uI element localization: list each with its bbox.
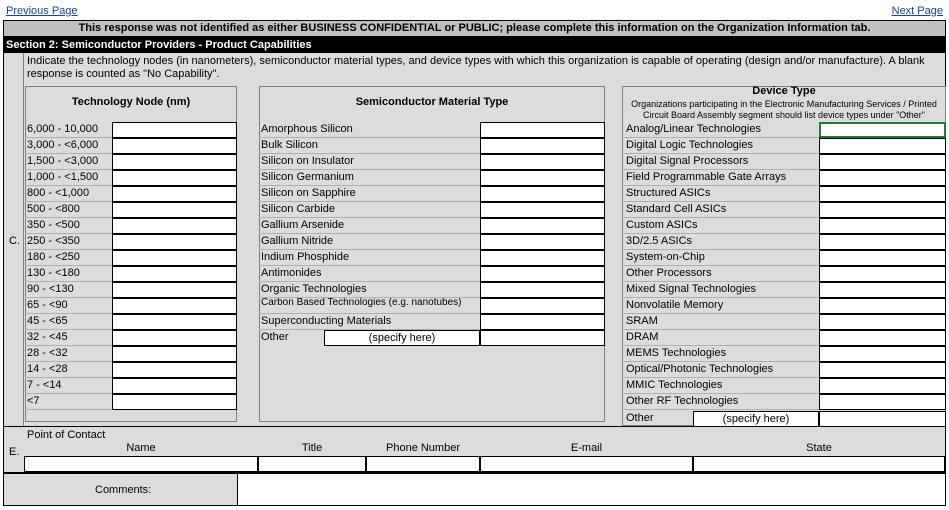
contact-state-input[interactable]	[693, 456, 945, 472]
material-type-input[interactable]	[480, 314, 605, 330]
technology-node-row	[25, 314, 237, 330]
previous-page-link[interactable]: Previous Page	[6, 5, 78, 17]
device-type-label: Field Programmable Gate Arrays	[624, 170, 819, 186]
device-type-input[interactable]	[819, 138, 946, 154]
technology-node-row	[25, 282, 237, 298]
material-type-label: Superconducting Materials	[259, 314, 480, 330]
device-type-label: Mixed Signal Technologies	[624, 282, 819, 298]
device-type-label: Optical/Photonic Technologies	[624, 362, 819, 378]
technology-node-label: 6,000 - 10,000	[25, 122, 112, 138]
technology-node-input[interactable]	[112, 298, 237, 314]
material-type-row	[259, 250, 605, 266]
technology-node-label: 14 - <28	[25, 362, 112, 378]
technology-node-row	[25, 378, 237, 394]
material-type-row	[259, 186, 605, 202]
technology-node-label: <7	[25, 394, 112, 410]
material-other-row	[259, 330, 605, 346]
device-type-input[interactable]	[819, 282, 946, 298]
device-type-row	[624, 170, 946, 186]
device-type-input[interactable]	[819, 298, 946, 314]
material-type-label: Antimonides	[259, 266, 480, 282]
device-other-input[interactable]	[819, 411, 946, 427]
comments-label: Comments:	[95, 484, 152, 496]
device-type-input[interactable]	[819, 170, 946, 186]
device-type-label: DRAM	[624, 330, 819, 346]
material-type-label: Silicon on Insulator	[259, 154, 480, 170]
material-type-input[interactable]	[480, 186, 605, 202]
device-type-label: Other RF Technologies	[624, 394, 819, 410]
technology-node-row	[25, 330, 237, 346]
device-type-input[interactable]	[819, 394, 946, 410]
material-type-row	[259, 314, 605, 330]
instructions-text: Indicate the technology nodes (in nanometers), semiconductor material types, and device types with which this organization is capable of operating (design and/or manufacture). A blank response is counted as "No Capability".	[27, 55, 925, 80]
technology-node-row	[25, 250, 237, 266]
material-type-row	[259, 282, 605, 298]
device-type-input[interactable]	[819, 122, 946, 138]
device-type-input[interactable]	[819, 186, 946, 202]
device-type-label: MEMS Technologies	[624, 346, 819, 362]
device-type-label: System-on-Chip	[624, 250, 819, 266]
technology-node-row	[25, 266, 237, 282]
technology-node-input[interactable]	[112, 138, 237, 154]
material-type-input[interactable]	[480, 298, 605, 314]
device-type-label: Standard Cell ASICs	[624, 202, 819, 218]
technology-node-input[interactable]	[112, 186, 237, 202]
material-other-specify-input[interactable]: (specify here)	[324, 330, 480, 346]
device-type-input[interactable]	[819, 218, 946, 234]
device-type-label: MMIC Technologies	[624, 378, 819, 394]
device-type-input[interactable]	[819, 346, 946, 362]
device-type-input[interactable]	[819, 330, 946, 346]
technology-node-input[interactable]	[112, 378, 237, 394]
technology-node-input[interactable]	[112, 346, 237, 362]
technology-node-input[interactable]	[112, 282, 237, 298]
device-type-row	[624, 186, 946, 202]
material-other-label: Other	[261, 331, 289, 343]
technology-node-label: 7 - <14	[25, 378, 112, 394]
material-type-label: Bulk Silicon	[259, 138, 480, 154]
technology-node-input[interactable]	[112, 362, 237, 378]
material-type-heading: Semiconductor Material Type	[355, 96, 509, 108]
device-type-label: Digital Logic Technologies	[624, 138, 819, 154]
technology-node-label: 350 - <500	[25, 218, 112, 234]
technology-node-row	[25, 170, 237, 186]
technology-node-label: 90 - <130	[25, 282, 112, 298]
technology-node-label: 800 - <1,000	[25, 186, 112, 202]
technology-node-label: 1,500 - <3,000	[25, 154, 112, 170]
contact-column-header: E-mail	[570, 442, 603, 454]
technology-node-label: 65 - <90	[25, 298, 112, 314]
device-type-row	[624, 282, 946, 298]
device-type-row	[624, 362, 946, 378]
material-other-input[interactable]	[480, 330, 605, 346]
device-type-row	[624, 394, 946, 410]
material-type-label: Amorphous Silicon	[259, 122, 480, 138]
device-other-row	[624, 411, 946, 427]
technology-node-input[interactable]	[112, 314, 237, 330]
device-type-input[interactable]	[819, 202, 946, 218]
device-type-row	[624, 330, 946, 346]
technology-node-row	[25, 346, 237, 362]
technology-node-label: 250 - <350	[25, 234, 112, 250]
device-type-input[interactable]	[819, 234, 946, 250]
device-type-row	[624, 378, 946, 394]
material-type-row	[259, 202, 605, 218]
contact-column-header: Title	[301, 442, 323, 454]
technology-node-input[interactable]	[112, 266, 237, 282]
contact-e-mail-input[interactable]	[480, 456, 693, 472]
material-type-label: Carbon Based Technologies (e.g. nanotubes)	[259, 298, 480, 314]
technology-node-input[interactable]	[112, 122, 237, 138]
technology-node-label: 500 - <800	[25, 202, 112, 218]
material-type-input[interactable]	[480, 282, 605, 298]
contact-column-header: Name	[126, 442, 156, 454]
technology-node-input[interactable]	[112, 250, 237, 266]
technology-node-input[interactable]	[112, 218, 237, 234]
technology-node-row	[25, 394, 237, 410]
material-type-label: Organic Technologies	[259, 282, 480, 298]
technology-node-input[interactable]	[112, 154, 237, 170]
device-other-label: Other	[626, 412, 654, 424]
device-type-label: Nonvolatile Memory	[624, 298, 819, 314]
device-type-label: Other Processors	[624, 266, 819, 282]
technology-node-label: 45 - <65	[25, 314, 112, 330]
device-type-heading: Device Type	[752, 85, 816, 97]
device-type-note: Organizations participating in the Electronic Manufacturing Services / Printed Circuit Board Assembly segment should list device types under "Other"	[631, 99, 937, 120]
device-type-input[interactable]	[819, 266, 946, 282]
technology-node-label: 130 - <180	[25, 266, 112, 282]
material-type-input[interactable]	[480, 138, 605, 154]
technology-node-row	[25, 138, 237, 154]
material-type-row	[259, 218, 605, 234]
material-type-input[interactable]	[480, 202, 605, 218]
material-type-input[interactable]	[480, 154, 605, 170]
device-type-row	[624, 346, 946, 362]
material-type-input[interactable]	[480, 234, 605, 250]
material-type-row	[259, 298, 605, 314]
technology-node-input[interactable]	[112, 170, 237, 186]
device-type-row	[624, 314, 946, 330]
material-type-label: Gallium Nitride	[259, 234, 480, 250]
device-type-input[interactable]	[819, 378, 946, 394]
device-type-row	[624, 218, 946, 234]
contact-name-input[interactable]	[24, 456, 258, 472]
point-of-contact-title: Point of Contact	[27, 429, 106, 441]
comments-input[interactable]	[237, 474, 945, 505]
contact-column-header: Phone Number	[386, 442, 460, 454]
technology-node-label: 1,000 - <1,500	[25, 170, 112, 186]
device-type-label: SRAM	[624, 314, 819, 330]
technology-node-input[interactable]	[112, 330, 237, 346]
material-type-label: Indium Phosphide	[259, 250, 480, 266]
device-type-label: Analog/Linear Technologies	[624, 122, 819, 138]
device-type-input[interactable]	[819, 154, 946, 170]
row-label-e: E.	[9, 446, 20, 458]
technology-node-label: 28 - <32	[25, 346, 112, 362]
device-type-label: 3D/2.5 ASICs	[624, 234, 819, 250]
material-type-row	[259, 234, 605, 250]
technology-node-heading: Technology Node (nm)	[71, 96, 191, 108]
technology-node-row	[25, 186, 237, 202]
technology-node-row	[25, 202, 237, 218]
technology-node-label: 3,000 - <6,000	[25, 138, 112, 154]
device-type-label: Structured ASICs	[624, 186, 819, 202]
technology-node-row	[25, 218, 237, 234]
device-type-row	[624, 298, 946, 314]
material-type-input[interactable]	[480, 170, 605, 186]
device-type-label: Digital Signal Processors	[624, 154, 819, 170]
device-type-row	[624, 122, 946, 138]
material-type-row	[259, 138, 605, 154]
material-type-label: Silicon on Sapphire	[259, 186, 480, 202]
device-other-specify-input[interactable]: (specify here)	[693, 411, 819, 427]
device-type-label: Custom ASICs	[624, 218, 819, 234]
device-type-input[interactable]	[819, 314, 946, 330]
device-type-row	[624, 266, 946, 282]
technology-node-row	[25, 362, 237, 378]
material-type-row	[259, 154, 605, 170]
material-type-input[interactable]	[480, 218, 605, 234]
material-type-label: Silicon Carbide	[259, 202, 480, 218]
confidentiality-notice: This response was not identified as either BUSINESS CONFIDENTIAL or PUBLIC; please complete this information on the Organization Information tab.	[3, 20, 946, 37]
technology-node-row	[25, 122, 237, 138]
material-type-row	[259, 170, 605, 186]
device-type-input[interactable]	[819, 250, 946, 266]
contact-column-header: State	[806, 442, 832, 454]
technology-node-row	[25, 154, 237, 170]
contact-title-input[interactable]	[258, 456, 366, 472]
material-type-row	[259, 266, 605, 282]
device-type-row	[624, 250, 946, 266]
technology-node-label: 32 - <45	[25, 330, 112, 346]
device-type-row	[624, 154, 946, 170]
technology-node-input[interactable]	[112, 234, 237, 250]
technology-node-input[interactable]	[112, 394, 237, 410]
device-type-row	[624, 234, 946, 250]
material-type-input[interactable]	[480, 122, 605, 138]
material-type-label: Silicon Germanium	[259, 170, 480, 186]
device-type-row	[624, 138, 946, 154]
technology-node-label: 180 - <250	[25, 250, 112, 266]
material-type-row	[259, 122, 605, 138]
device-type-input[interactable]	[819, 362, 946, 378]
device-type-row	[624, 202, 946, 218]
technology-node-input[interactable]	[112, 202, 237, 218]
material-type-label: Gallium Arsenide	[259, 218, 480, 234]
material-type-input[interactable]	[480, 266, 605, 282]
material-type-input[interactable]	[480, 250, 605, 266]
section-title: Section 2: Semiconductor Providers - Product Capabilities	[3, 37, 946, 53]
contact-phone-number-input[interactable]	[366, 456, 480, 472]
technology-node-row	[25, 234, 237, 250]
technology-node-row	[25, 298, 237, 314]
row-label-c: C.	[9, 235, 20, 247]
next-page-link[interactable]: Next Page	[891, 5, 943, 17]
